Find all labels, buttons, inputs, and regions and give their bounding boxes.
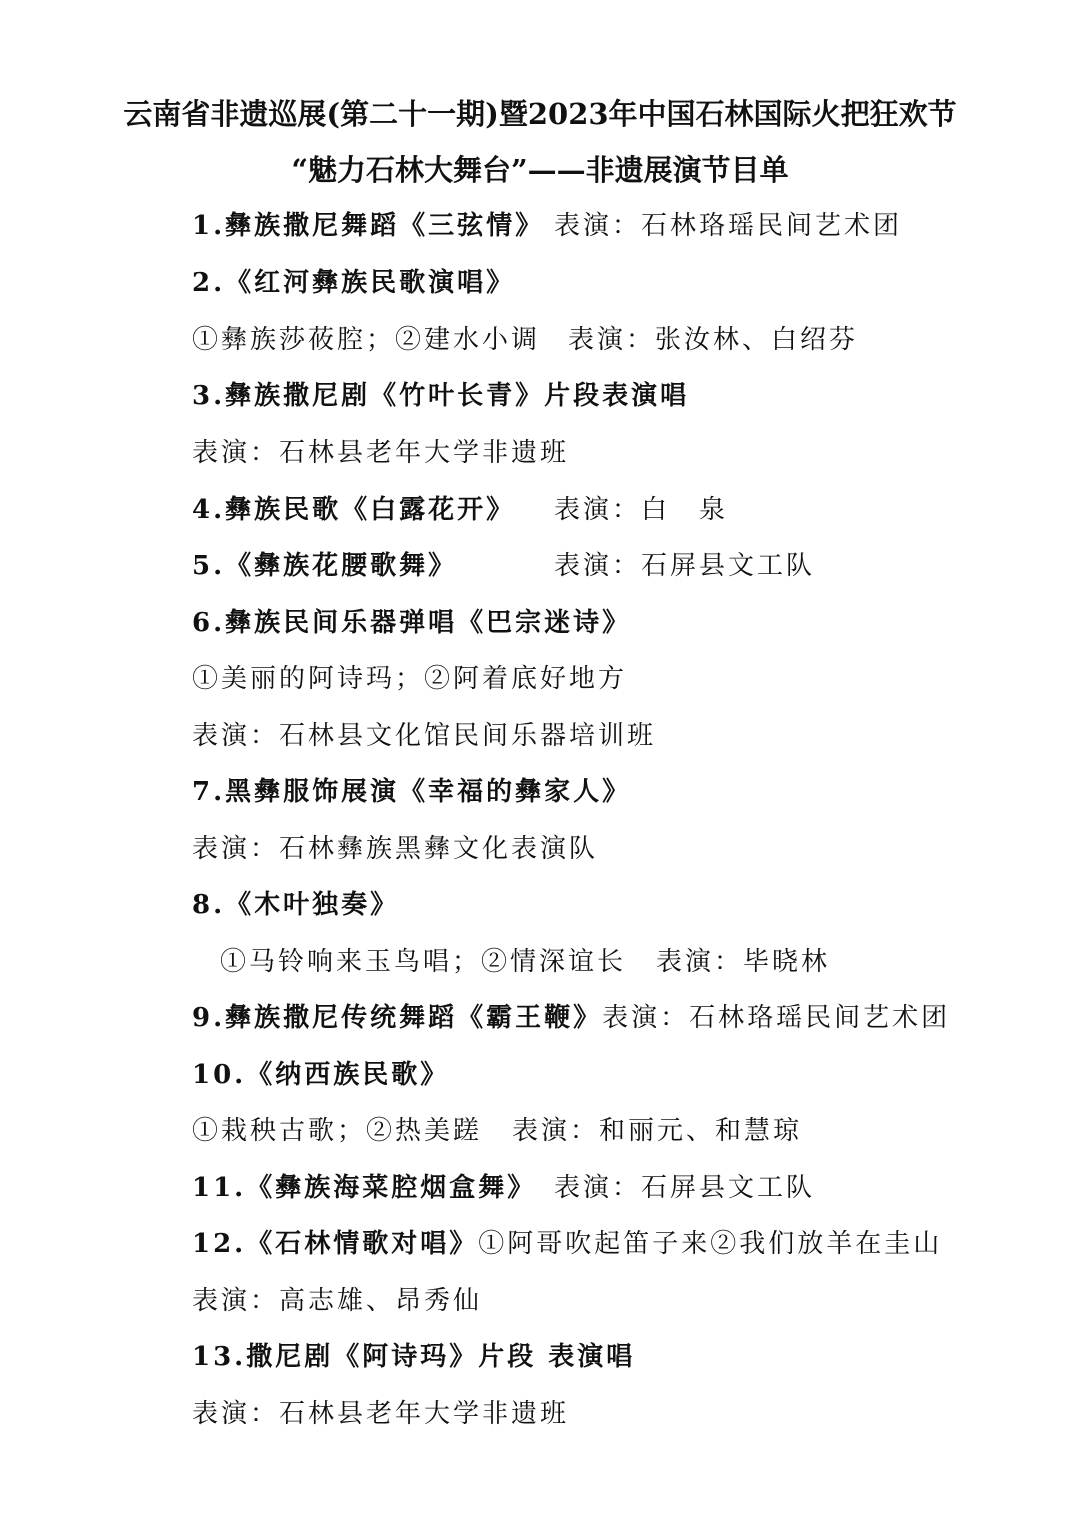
performer-text: 表演：石屏县文工队 xyxy=(554,551,816,581)
program-item-10: 10.《纳西族民歌》 xyxy=(192,1060,450,1090)
performer-line-7: 表演：石林彝族黑彝文化表演队 xyxy=(192,834,599,864)
program-pieces-10 xyxy=(192,1111,803,1151)
performer-text: 表演：石林珞瑶民间艺术团 xyxy=(554,211,903,241)
performer-text: 表演：和丽元、和慧琼 xyxy=(512,1116,803,1146)
program-title: 12.《石林情歌对唱》 xyxy=(192,1229,479,1259)
program-item-6: 6.彝族民间乐器弹唱《巴宗迷诗》 xyxy=(192,608,632,638)
program-item-12 xyxy=(192,1224,942,1264)
pieces-text: ①阿哥吹起笛子来②我们放羊在圭山 xyxy=(478,1229,943,1259)
program-pieces-6: ①美丽的阿诗玛；②阿着底好地方 xyxy=(192,664,628,694)
pieces-text: ①马铃响来玉鸟唱；②情深谊长 xyxy=(220,947,627,977)
document-title: 云南省非遗巡展(第二十一期)暨2023年中国石林国际火把狂欢节 xyxy=(123,97,957,131)
performer-text: 表演：白 泉 xyxy=(554,495,729,525)
program-title: 9.彝族撒尼传统舞蹈《霸王鞭》 xyxy=(192,1003,603,1033)
performer-text: 表演：张汝林、白绍芬 xyxy=(568,325,859,355)
performer-text: 表演：石林珞瑶民间艺术团 xyxy=(602,1003,951,1033)
program-title: 11.《彝族海菜腔烟盒舞》 xyxy=(192,1173,537,1203)
program-pieces-2 xyxy=(192,320,859,360)
performer-line-12: 表演：高志雄、昂秀仙 xyxy=(192,1286,483,1316)
performer-text: 表演：石屏县文工队 xyxy=(554,1173,816,1203)
program-title: 1.彝族撒尼舞蹈《三弦情》 xyxy=(192,211,545,241)
program-item-3: 3.彝族撒尼剧《竹叶长青》片段表演唱 xyxy=(192,381,690,411)
program-item-9 xyxy=(192,998,950,1038)
performer-line-13: 表演：石林县老年大学非遗班 xyxy=(192,1399,570,1429)
program-item-11 xyxy=(192,1168,816,1208)
pieces-text: ①彝族莎莜腔；②建水小调 xyxy=(192,325,541,355)
program-title: 4.彝族民歌《白露花开》 xyxy=(192,495,516,525)
pieces-text: ①栽秧古歌；②热美蹉 xyxy=(192,1116,483,1146)
program-item-7: 7.黑彝服饰展演《幸福的彝家人》 xyxy=(192,777,632,807)
performer-text: 表演：毕晓林 xyxy=(656,947,831,977)
program-item-5 xyxy=(192,546,816,586)
program-item-8: 8.《木叶独奏》 xyxy=(192,890,400,920)
program-item-2: 2.《红河彝族民歌演唱》 xyxy=(192,268,516,298)
program-title: 5.《彝族花腰歌舞》 xyxy=(192,551,458,581)
program-item-1 xyxy=(192,206,903,246)
performer-line-6: 表演：石林县文化馆民间乐器培训班 xyxy=(192,721,657,751)
performer-line-3: 表演：石林县老年大学非遗班 xyxy=(192,438,570,468)
program-item-13: 13.撒尼剧《阿诗玛》片段 表演唱 xyxy=(192,1342,636,1372)
program-pieces-8 xyxy=(220,942,831,982)
program-item-4 xyxy=(192,490,729,530)
document-subtitle: “魅力石林大舞台”——非遗展演节目单 xyxy=(291,153,789,187)
